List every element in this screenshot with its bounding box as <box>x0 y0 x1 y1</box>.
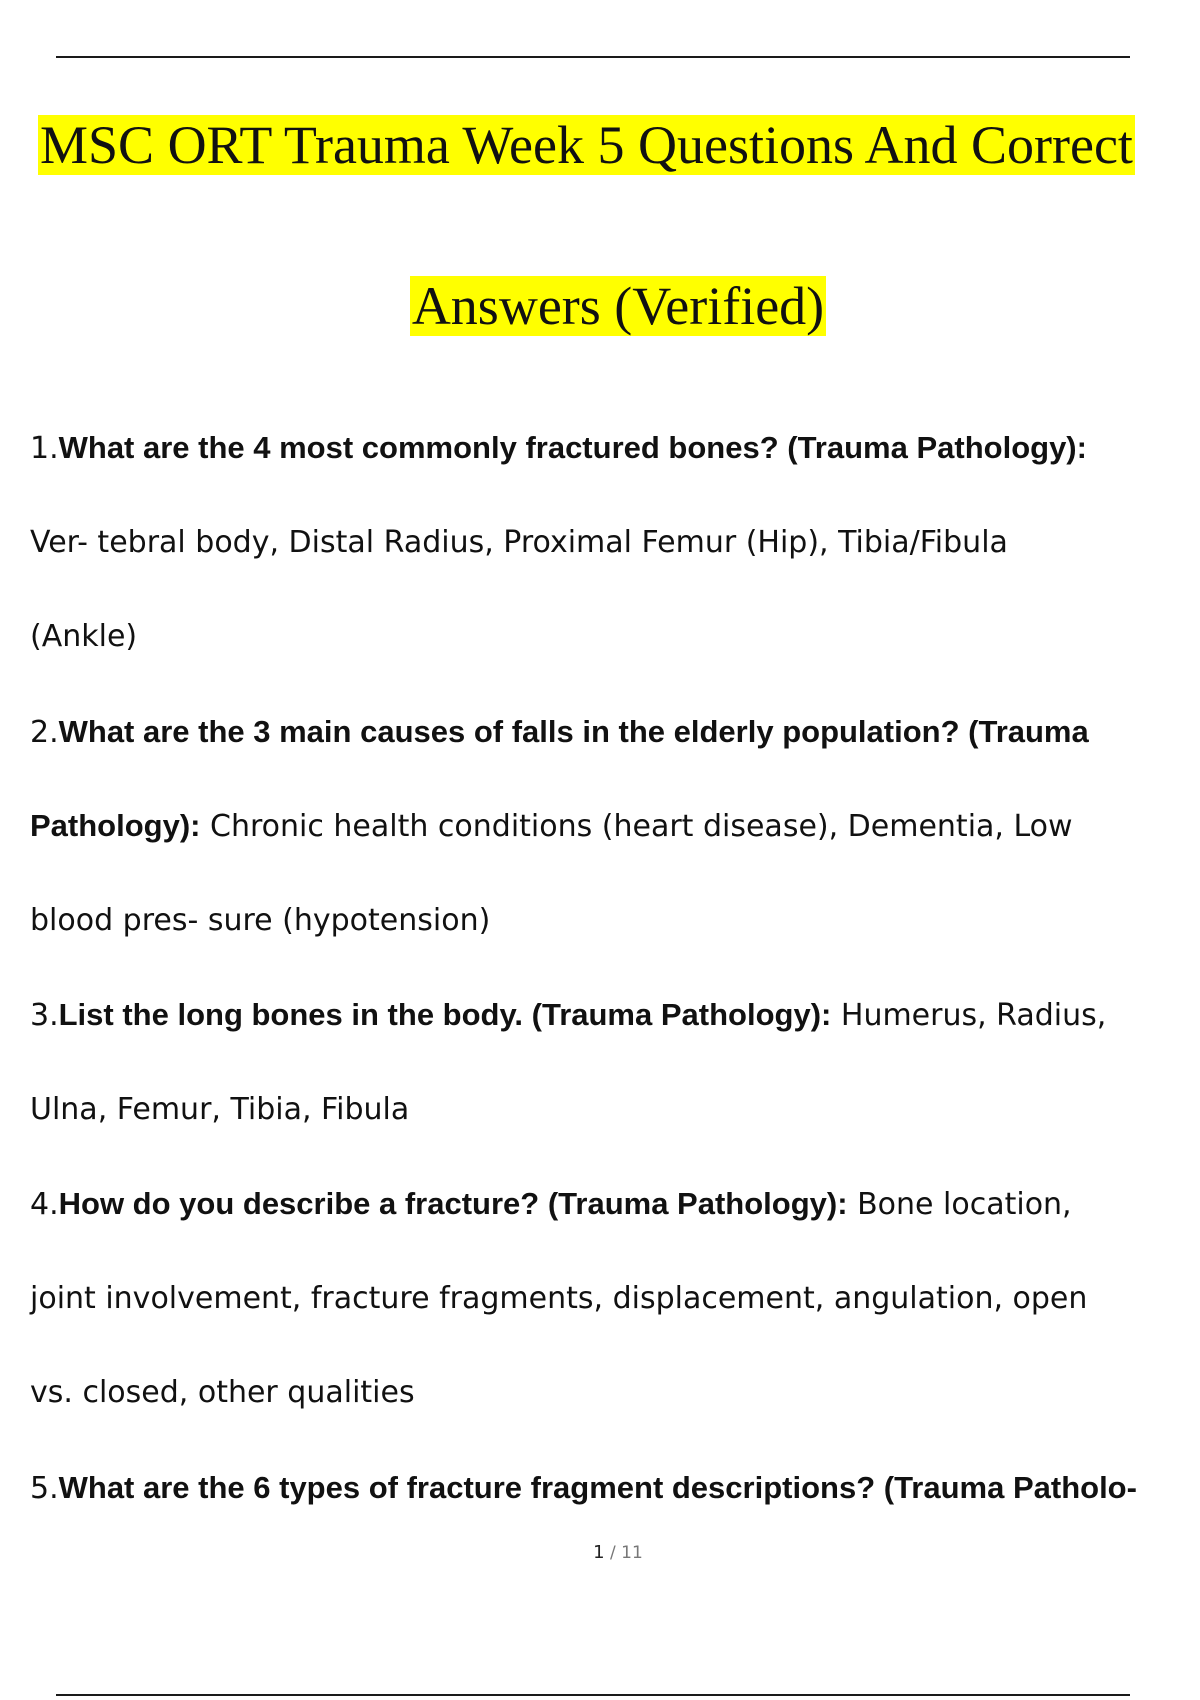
answer-text: Ver- tebral body, Distal Radius, Proximal Femur (Hip), Tibia/Fibula <box>30 524 1008 560</box>
qa-line <box>30 685 1190 780</box>
qa-line <box>30 1252 1190 1346</box>
answer-text: (Ankle) <box>30 619 138 654</box>
question-text: How do you describe a fracture? (Trauma Pathology): <box>58 1186 848 1221</box>
document-title-line-2 <box>0 273 1200 339</box>
qa-line <box>30 401 1190 496</box>
question-number: 4. <box>30 1187 59 1222</box>
question-text: Pathology): <box>30 808 201 843</box>
title-highlight-2: Answers (Verified) <box>411 276 825 336</box>
qa-line <box>30 874 1190 968</box>
qa-line <box>30 779 1190 874</box>
answer-text: Ulna, Femur, Tibia, Fibula <box>30 1091 410 1127</box>
question-text: List the long bones in the body. (Trauma Pathology): <box>58 997 832 1032</box>
answer-text: blood pres- sure (hypotension) <box>30 902 491 938</box>
answer-text: joint involvement, fracture fragments, displacement, angulation, open <box>30 1280 1088 1316</box>
title-highlight-1: MSC ORT Trauma Week 5 Questions And Correct <box>40 115 1133 175</box>
qa-line <box>30 590 1190 684</box>
question-number: 5. <box>30 1470 59 1506</box>
qa-line <box>30 968 1190 1063</box>
current-page: 1 <box>593 1542 605 1563</box>
answer-text: vs. closed, other qualities <box>30 1375 415 1410</box>
answer-text: Humerus, Radius, <box>831 998 1107 1033</box>
bottom-rule <box>56 1694 1130 1696</box>
page-separator: / <box>610 1543 616 1563</box>
qa-line <box>30 1157 1190 1252</box>
qa-line <box>30 496 1190 590</box>
question-number: 1. <box>30 431 59 466</box>
qa-line <box>30 1441 1190 1536</box>
qa-line <box>30 1346 1190 1440</box>
total-pages: 11 <box>621 1543 643 1563</box>
question-number: 3. <box>30 998 59 1033</box>
page-indicator <box>0 1542 1200 1563</box>
top-rule <box>56 56 1130 58</box>
answer-text: Bone location, <box>847 1187 1072 1222</box>
answer-text: Chronic health conditions (heart disease), Dementia, Low <box>200 809 1073 844</box>
qa-line <box>30 1063 1190 1157</box>
question-text: What are the 3 main causes of falls in the elderly population? (Trauma <box>58 713 1089 749</box>
question-text: What are the 6 types of fracture fragment descriptions? (Trauma Patholo- <box>58 1469 1137 1505</box>
document-title-line-1 <box>38 112 1135 178</box>
question-number: 2. <box>30 714 59 750</box>
question-text: What are the 4 most commonly fractured bones? (Trauma Pathology): <box>58 430 1087 465</box>
